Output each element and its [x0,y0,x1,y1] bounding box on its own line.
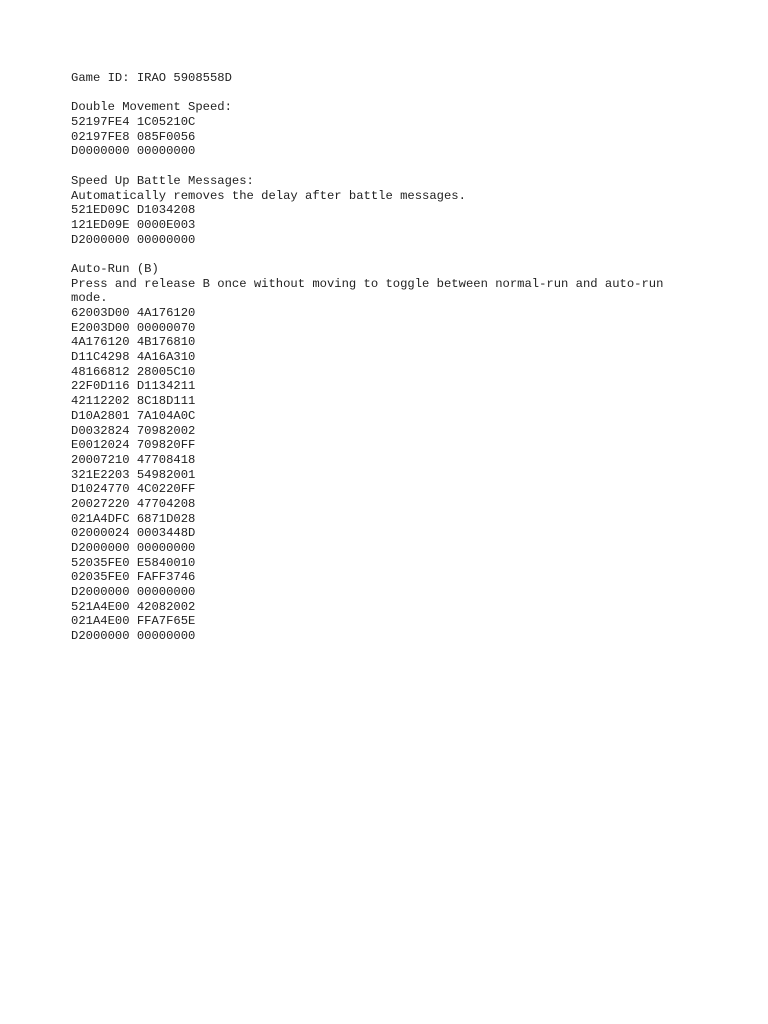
code-line: 121ED09E 0000E003 [71,217,196,232]
code-line: 021A4DFC 6871D028 [71,511,196,526]
code-line: 52197FE4 1C05210C [71,115,196,130]
code-line: 22F0D116 D1134211 [71,379,196,394]
game-id-line: Game ID: IRAO 5908558D [71,71,232,85]
code-line: D2000000 00000000 [71,629,196,644]
code-line: D2000000 00000000 [71,585,196,600]
code-line: 42112202 8C18D111 [71,394,196,409]
section-description-continued: mode. [71,291,108,306]
code-line: 48166812 28005C10 [71,364,196,379]
code-line: E2003D00 00000070 [71,320,196,335]
code-line: E0012024 709820FF [71,438,196,453]
cheat-code-document [71,71,711,644]
code-line: 20027220 47704208 [71,496,196,511]
code-line: 021A4E00 FFA7F65E [71,614,196,629]
code-line: D11C4298 4A16A310 [71,350,196,365]
code-line: 02035FE0 FAFF3746 [71,570,196,585]
code-line: 02197FE8 085F0056 [71,129,196,144]
section-title: Auto-Run (B) [71,261,159,276]
code-line: 321E2203 54982001 [71,467,196,482]
code-line: 62003D00 4A176120 [71,306,196,320]
section-title: Double Movement Speed: [71,100,232,115]
code-line: 52035FE0 E5840010 [71,555,196,570]
section-speed-up-battle-messages [71,174,711,247]
code-line: 521A4E00 42082002 [71,599,196,614]
section-description: Automatically removes the delay after battle messages. [71,188,466,203]
blank-line [71,159,711,174]
section-double-movement-speed [71,100,711,159]
code-line: D0032824 70982002 [71,423,196,438]
blank-line [71,86,711,101]
code-line: 4A176120 4B176810 [71,335,196,350]
code-line: D1024770 4C0220FF [71,482,196,497]
code-line: 02000024 0003448D [71,526,196,541]
code-line: 521ED09C D1034208 [71,203,196,218]
code-line: D10A2801 7A104A0C [71,408,196,423]
code-line: 20007210 47708418 [71,452,196,467]
code-line: D2000000 00000000 [71,232,196,247]
section-description: Press and release B once without moving to toggle between normal-run and auto-run [71,276,664,291]
section-auto-run [71,262,711,644]
code-line: D2000000 00000000 [71,541,196,555]
blank-line [71,247,711,262]
section-title: Speed Up Battle Messages: [71,173,254,188]
code-line: D0000000 00000000 [71,144,196,159]
